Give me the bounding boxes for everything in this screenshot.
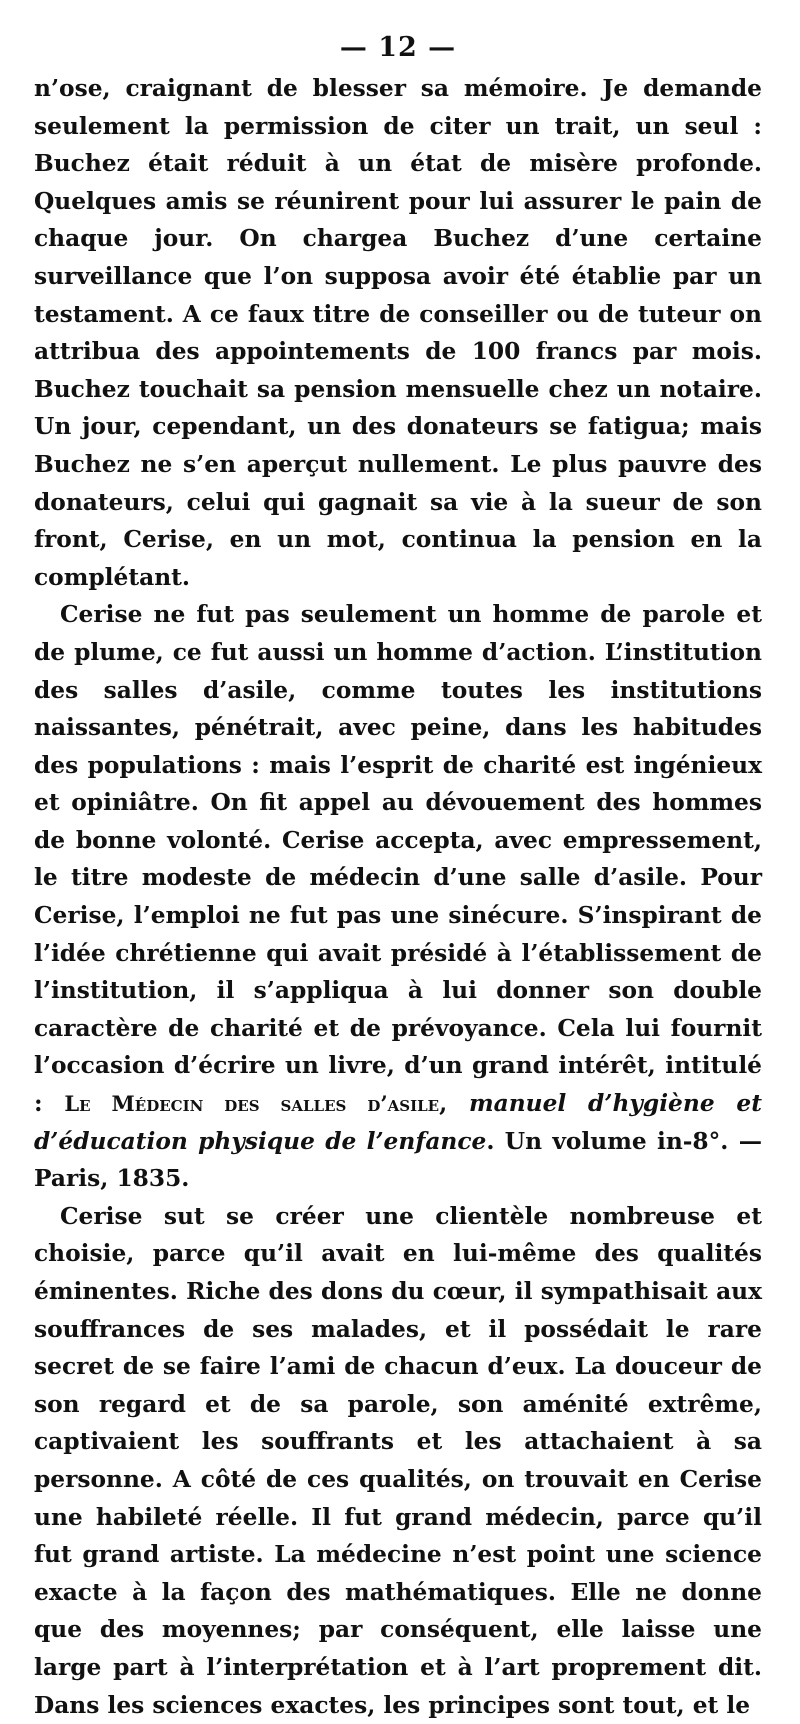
book-title-comma: , xyxy=(439,1090,469,1118)
paragraph-1: n’ose, craignant de blesser sa mémoire. Je demande seulement la permission de citer un trait, un seul : Buchez était réduit à un état de misère profonde. Quelques amis se réunirent pour lui assurer le pain de chaque jour. On chargea Buchez d’une certaine surveillance que l’on supposa avoir été établie par un testament. A ce faux titre de conseiller ou de tuteur on attribua des appointements de 100 francs par mois. Buchez touchait sa pension mensuelle chez un notaire. Un jour, cependant, un des donateurs se fatigua; mais Buchez ne s’en aperçut nullement. Le plus pauvre des donateurs, celui qui gagnait sa vie à la sueur de son front, Cerise, en un mot, continua la pension en la complétant. xyxy=(34,75,762,591)
paragraph-2 xyxy=(34,596,762,1198)
page-number: — 12 — xyxy=(339,32,457,63)
paragraph-3: Cerise sut se créer une clientèle nombreuse et choisie, parce qu’il avait en lui-même des qualités éminentes. Riche des dons du cœur, il sympathisait aux souffrances de ses malades, et il possédait le rare secret de se faire l’ami de chacun d’eux. La douceur de son regard et de sa parole, son aménité extrême, captivaient les souffrants et les attachaient à sa personne. A côté de ces qualités, on trouvait en Cerise une habileté réelle. Il fut grand médecin, parce qu’il fut grand artiste. La médecine n’est point une science exacte à la façon des mathématiques. Elle ne donne que des moyennes; par conséquent, elle laisse une large part à l’interprétation et à l’art proprement dit. Dans les sciences exactes, les principes sont tout, et le xyxy=(34,1202,762,1719)
book-subtitle: manuel d’hygiène et d’éducation physique de l’enfance xyxy=(34,1090,762,1155)
paragraph-2-text-after: . Un volume in-8°. — Paris, 1835. xyxy=(34,1127,762,1193)
body-text xyxy=(34,70,762,1724)
book-title: Le Médecin des salles d’asile xyxy=(64,1091,440,1117)
paragraph-2-text-before: Cerise ne fut pas seulement un homme de parole et de plume, ce fut aussi un homme d’action. L’institution des salles d’asile, comme toutes les institutions naissantes, pénétrait, avec peine, dans les habitudes des populations : mais l’esprit de charité est ingénieux et opiniâtre. On fit appel au dévouement des hommes de bonne volonté. Cerise accepta, avec empressement, le titre modeste de médecin d’une salle d’asile. Pour Cerise, l’emploi ne fut pas une sinécure. S’inspirant de l’idée chrétienne qui avait présidé à l’établissement de l’institution, il s’appliqua à lui donner son double caractère de charité et de prévoyance. Cela lui fournit l’occasion d’écrire un livre, d’un grand intérêt, intitulé : xyxy=(34,601,762,1118)
